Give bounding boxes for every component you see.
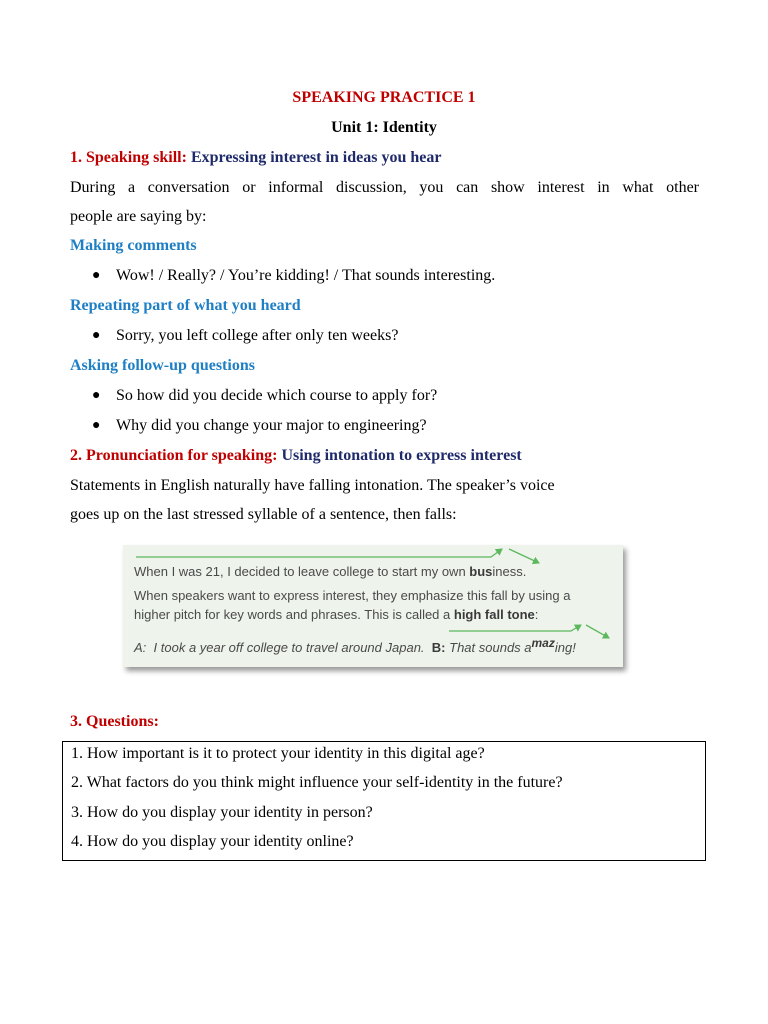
explanation-line2-text: higher pitch for key words and phrases. This is called a bbox=[134, 607, 454, 622]
section1-heading bbox=[70, 148, 441, 168]
explanation-line2 bbox=[134, 607, 538, 623]
question-item: 4. How do you display your identity online? bbox=[71, 833, 354, 850]
question-item: 3. How do you display your identity in person? bbox=[71, 804, 373, 821]
speaker-b-label: B: bbox=[431, 640, 446, 655]
speaker-a-text: I took a year off college to travel around Japan. bbox=[153, 640, 425, 655]
unit-title: Unit 1: Identity bbox=[331, 119, 437, 136]
example1-stress: bus bbox=[469, 564, 493, 579]
subsection-heading-follow-up: Asking follow-up questions bbox=[70, 357, 255, 374]
example1-text: When I was 21, I decided to leave college to start my own bbox=[134, 564, 470, 579]
explanation-line1: When speakers want to express interest, they emphasize this fall by using a bbox=[134, 588, 571, 603]
bullet-item: Why did you change your major to engineering? bbox=[116, 417, 427, 434]
section1-intro-line2: people are saying by: bbox=[70, 208, 207, 225]
high-fall-tone-term: high fall tone bbox=[453, 607, 535, 622]
bullet-item: Sorry, you left college after only ten weeks? bbox=[116, 327, 399, 344]
fall-arrow-2 bbox=[586, 625, 609, 638]
rise-arrow-2 bbox=[449, 625, 581, 631]
example-sentence-1 bbox=[134, 564, 526, 580]
subsection-heading-making-comments: Making comments bbox=[70, 237, 197, 254]
subsection-heading-repeating: Repeating part of what you heard bbox=[70, 297, 301, 314]
question-item: 1. How important is it to protect your identity in this digital age? bbox=[71, 745, 485, 762]
speaker-a-label: A: bbox=[134, 640, 147, 655]
section2-heading bbox=[70, 446, 522, 466]
speaker-b-text: That sounds a bbox=[449, 640, 532, 655]
rise-arrow-1 bbox=[136, 549, 502, 557]
dialogue-line bbox=[134, 636, 576, 656]
speaker-b-stress: maz bbox=[531, 636, 555, 650]
page-title: SPEAKING PRACTICE 1 bbox=[292, 89, 476, 106]
questions-box bbox=[62, 741, 706, 861]
intonation-figure bbox=[123, 545, 623, 667]
section3-heading: 3. Questions: bbox=[70, 713, 159, 730]
bullet-dot: ● bbox=[92, 388, 101, 403]
fall-arrow-1 bbox=[509, 549, 539, 563]
section1-intro-line1: During a conversation or informal discussion, you can show interest in what other bbox=[70, 179, 699, 196]
speaker-b-text-end: ing! bbox=[554, 640, 576, 655]
explanation-colon: : bbox=[534, 607, 539, 622]
bullet-dot: ● bbox=[92, 268, 101, 283]
section2-title: Using intonation to express interest bbox=[281, 447, 522, 464]
bullet-item: So how did you decide which course to apply for? bbox=[116, 387, 438, 404]
example1-text-end: iness. bbox=[492, 564, 527, 579]
bullet-dot: ● bbox=[92, 328, 101, 343]
section1-title: Expressing interest in ideas you hear bbox=[190, 149, 442, 166]
section2-text-line2: goes up on the last stressed syllable of a sentence, then falls: bbox=[70, 506, 457, 523]
bullet-dot: ● bbox=[92, 418, 101, 433]
bullet-item: Wow! / Really? / You’re kidding! / That sounds interesting. bbox=[116, 267, 496, 284]
question-item: 2. What factors do you think might influence your self-identity in the future? bbox=[71, 774, 563, 791]
section2-text-line1: Statements in English naturally have falling intonation. The speaker’s voice bbox=[70, 477, 555, 494]
section1-label: 1. Speaking skill: bbox=[70, 149, 187, 166]
section2-label: 2. Pronunciation for speaking: bbox=[70, 447, 278, 464]
